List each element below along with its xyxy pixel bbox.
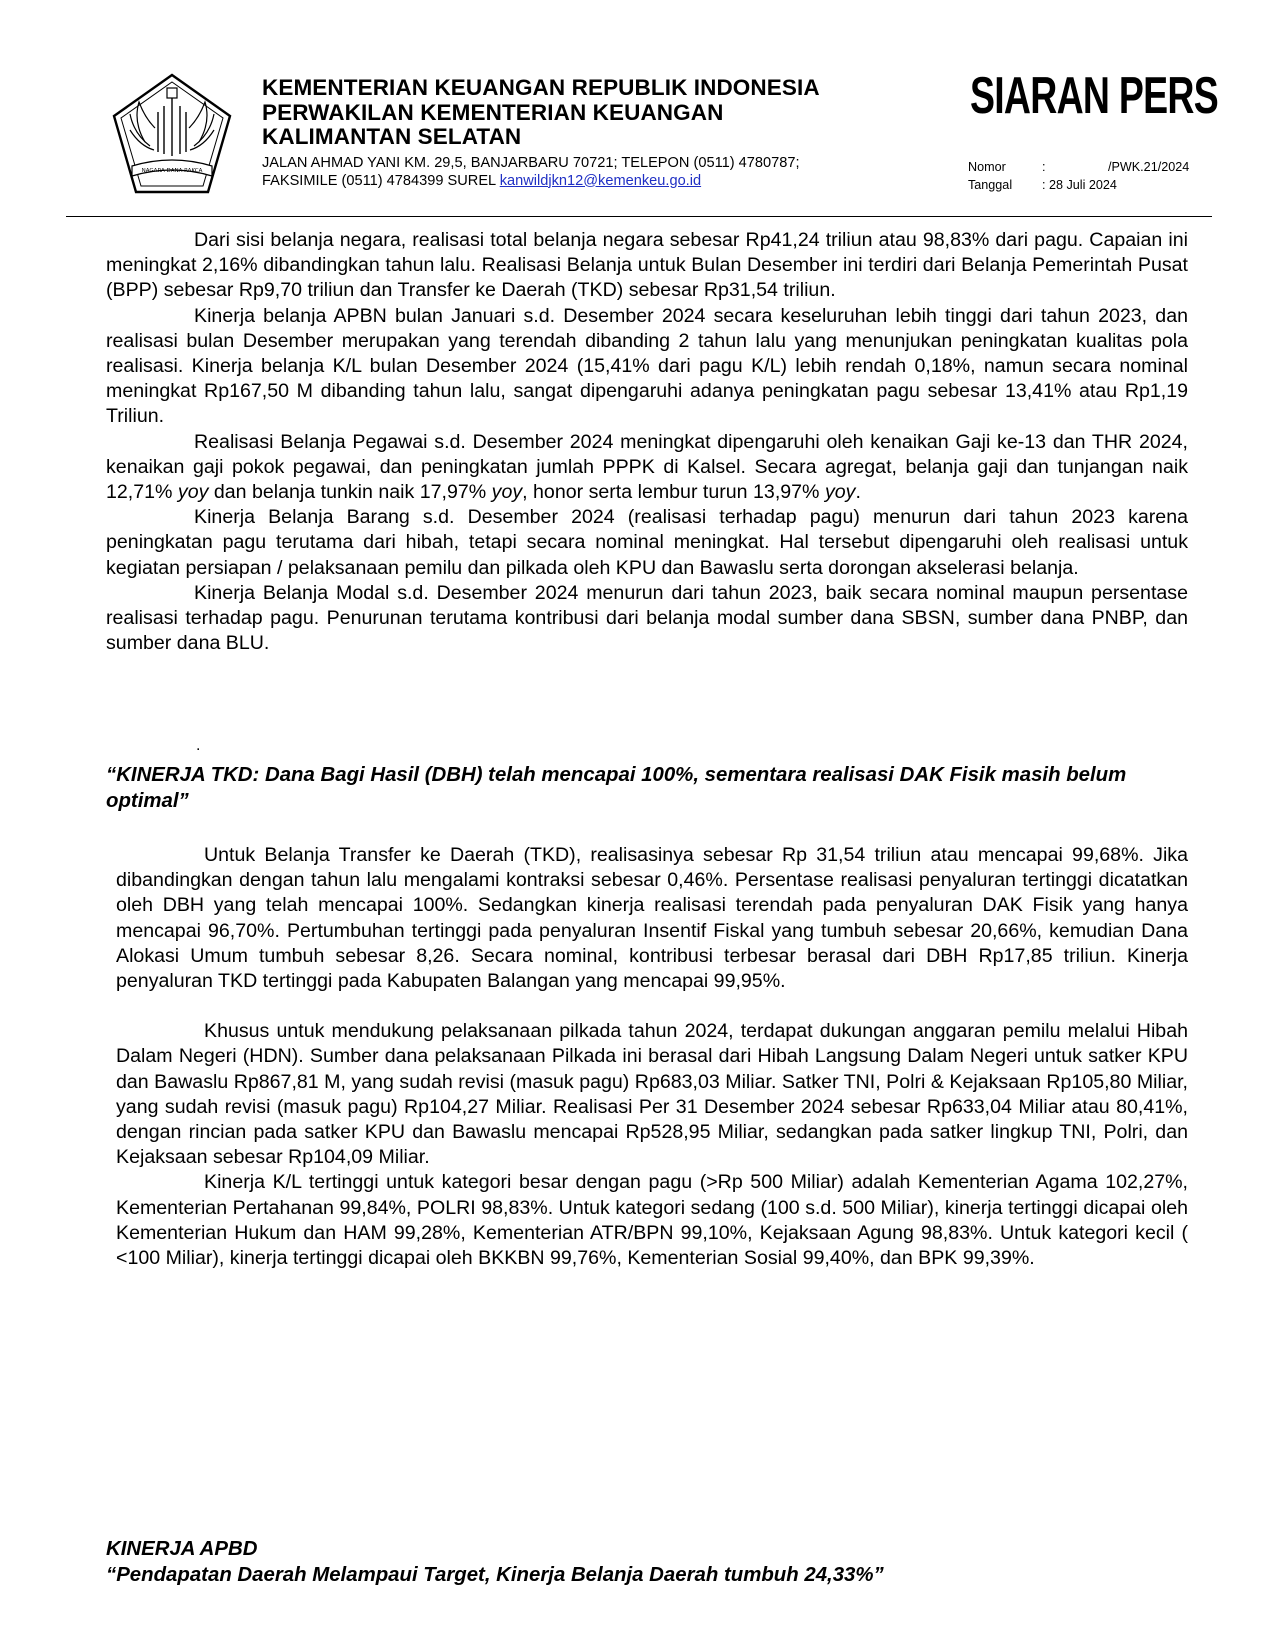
nomor-row — [968, 158, 1189, 176]
paragraph-tkd: Untuk Belanja Transfer ke Daerah (TKD), realisasinya sebesar Rp 31,54 triliun atau mencapai 99,68%. Jika dibandingkan dengan tahun lalu mengalami kontraksi sebesar 0,46%. Persentase realisasi penyaluran tertinggi dicatatkan oleh DBH yang telah mencapai 100%. Sedangkan kinerja realisasi terendah pada penyaluran DAK Fisik yang hanya mencapai 96,70%. Pertumbuhan tertinggi pada penyaluran Insentif Fiskal yang tumbuh sebesar 20,66%, kemudian Dana Alokasi Umum tumbuh sebesar 8,26. Secara nominal, kontribusi terbesar berasal dari DBH Rp17,85 triliun. Kinerja penyaluran TKD tertinggi pada Kabupaten Balangan yang mencapai 99,95%. — [116, 844, 1188, 993]
paragraph-kinerja-kl: Kinerja K/L tertinggi untuk kategori besar dengan pagu (>Rp 500 Miliar) adalah Kementerian Agama 102,27%, Kementerian Pertahanan 99,84%, POLRI 98,83%. Untuk kategori sedang (100 s.d. 500 Miliar), kinerja tertinggi dicapai oleh Kementerian Hukum dan HAM 99,28%, Kementerian ATR/BPN 99,10%, Kejaksaan Agung 98,83%. Untuk kategori kecil ( <100 Miliar), kinerja tertinggi dicapai oleh BKKBN 99,76%, Kementerian Sosial 99,40%, dan BPK 99,39%. — [116, 1171, 1188, 1270]
document-meta — [968, 158, 1189, 194]
section-belanja-negara — [106, 228, 1188, 656]
paragraph-pilkada: Khusus untuk mendukung pelaksanaan pilkada tahun 2024, terdapat dukungan anggaran pemilu melalui Hibah Dalam Negeri (HDN). Sumber dana pelaksanaan Pilkada ini berasal dari Hibah Langsung Dalam Negeri untuk satker KPU dan Bawaslu Rp867,81 M, yang sudah revisi (masuk pagu) Rp683,03 Miliar. Satker TNI, Polri & Kejaksaan Rp105,80 Miliar, yang sudah revisi (masuk pagu) Rp104,27 Miliar. Realisasi Per 31 Desember 2024 sebesar Rp633,04 Miliar atau 80,41%, dengan rincian pada satker KPU dan Bawaslu mencapai Rp528,95 Miliar, sedangkan pada satker lingkup TNI, Polri, dan Kejaksaan sebesar Rp104,09 Miliar. — [116, 1020, 1188, 1169]
tanggal-label: Tanggal — [968, 178, 1013, 192]
paragraph-kinerja-apbn: Kinerja belanja APBN bulan Januari s.d. Desember 2024 secara keseluruhan lebih tinggi dari tahun 2023, dan realisasi bulan Desember merupakan yang terendah dibanding 2 tahun lalu yang menunjukan peningkatan kualitas pola realisasi. Kinerja belanja K/L bulan Desember 2024 (15,41% dari pagu K/L) lebih rendah 0,18%, namun secara nominal meningkat Rp167,50 M dibanding tahun lalu, sangat dipengaruhi adanya peningkatan pagu sebesar 13,41% atau Rp1,19 Triliun. — [106, 304, 1188, 428]
logo-ribbon: NAGARA DANA RAKCA — [141, 168, 203, 174]
apbd-quote: “Pendapatan Daerah Melampaui Target, Kinerja Belanja Daerah tumbuh 24,33%” — [106, 1564, 884, 1586]
press-release-badge: SIARAN PERS — [970, 67, 1218, 125]
paragraph-belanja-modal: Kinerja Belanja Modal s.d. Desember 2024 menurun dari tahun 2023, baik secara nominal maupun persentase realisasi terhadap pagu. Penurunan terutama kontribusi dari belanja modal sumber dana SBSN, sumber dana PNBP, dan sumber dana BLU. — [106, 581, 1188, 655]
nomor-label: Nomor — [968, 160, 1006, 174]
apbd-title: KINERJA APBD — [106, 1538, 258, 1560]
header-divider — [66, 216, 1212, 217]
stray-dot: . — [196, 737, 201, 754]
header-titles — [262, 76, 820, 190]
region-title: KALIMANTAN SELATAN — [262, 124, 522, 149]
paragraph-belanja-pegawai: Realisasi Belanja Pegawai s.d. Desember 2024 meningkat dipengaruhi oleh kenaikan Gaji ke-13 dan THR 2024, kenaikan gaji pokok pegawai, dan peningkatan jumlah PPPK di Kalsel. Secara agregat, belanja gaji dan tunjangan naik 12,71% yoy dan belanja tunkin naik 17,97% yoy, honor serta lembur turun 13,97% yoy. — [106, 430, 1188, 504]
office-title: PERWAKILAN KEMENTERIAN KEUANGAN — [262, 99, 724, 125]
tanggal-value: : 28 Juli 2024 — [1042, 178, 1117, 192]
nomor-sep: : — [1042, 160, 1046, 174]
tanggal-row — [968, 176, 1189, 194]
nomor-value: /PWK.21/2024 — [1108, 160, 1190, 174]
ministry-title: KEMENTERIAN KEUANGAN REPUBLIK INDONESIA — [262, 75, 820, 100]
apbd-heading — [106, 1536, 884, 1588]
kemenkeu-logo — [110, 72, 234, 196]
email-link[interactable]: kanwildjkn12@kemenkeu.go.id — [499, 172, 702, 189]
fax-text: FAKSIMILE (0511) 4784399 SUREL — [262, 172, 500, 189]
contact-line — [262, 172, 820, 190]
paragraph-belanja-barang: Kinerja Belanja Barang s.d. Desember 2024 (realisasi terhadap pagu) menurun dari tahun 2023 karena peningkatan pagu terutama dari hibah, tetapi secara nominal meningkat. Hal tersebut dipengaruhi oleh realisasi untuk kegiatan persiapan / pelaksanaan pemilu dan pilkada oleh KPU dan Bawaslu serta dorongan akselerasi belanja. — [106, 506, 1188, 579]
address-line: JALAN AHMAD YANI KM. 29,5, BANJARBARU 70721; TELEPON (0511) 4780787; — [262, 154, 800, 171]
tkd-headline: “KINERJA TKD: Dana Bagi Hasil (DBH) telah mencapai 100%, sementara realisasi DAK Fisik masih belum optimal” — [106, 764, 1127, 812]
paragraph-belanja-total: Dari sisi belanja negara, realisasi total belanja negara sebesar Rp41,24 triliun atau 98,83% dari pagu. Capaian ini meningkat 2,16% dibandingkan tahun lalu. Realisasi Belanja untuk Bulan Desember ini terdiri dari Belanja Pemerintah Pusat (BPP) sebesar Rp9,70 triliun dan Transfer ke Daerah (TKD) sebesar Rp31,54 triliun. — [106, 229, 1188, 302]
address-block — [262, 154, 820, 190]
section-tkd — [116, 843, 1188, 1271]
